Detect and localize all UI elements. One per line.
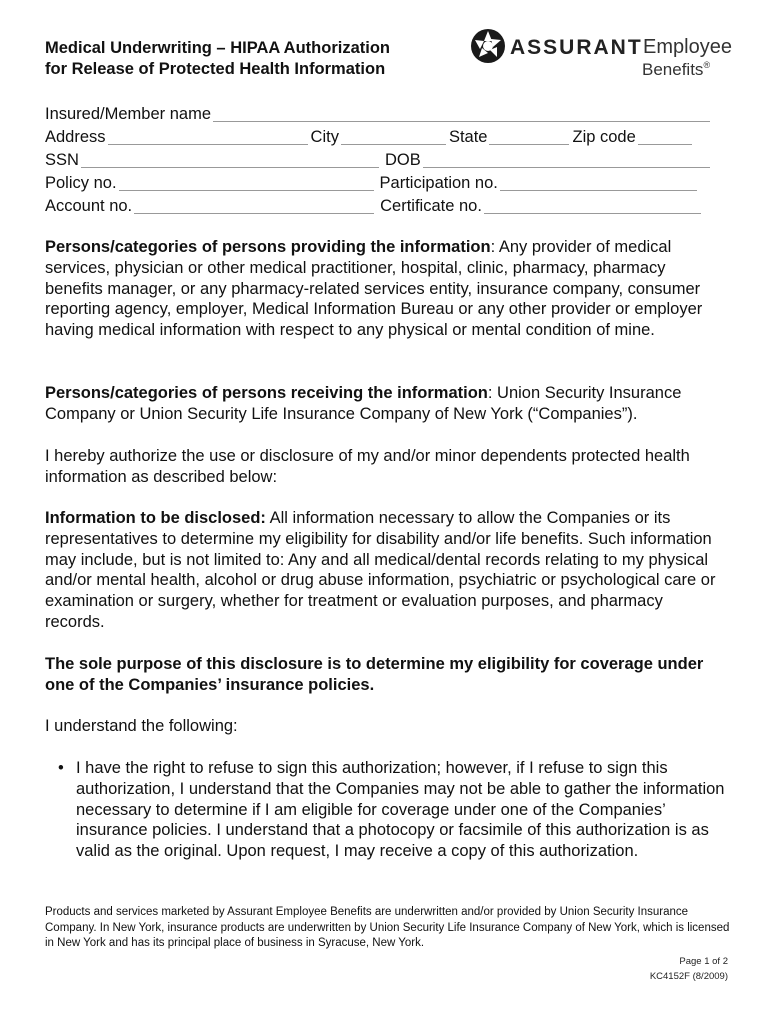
field-row-policy <box>45 170 725 193</box>
state-field[interactable] <box>489 131 569 145</box>
assurant-mark-icon <box>470 28 506 64</box>
dob-field[interactable] <box>423 154 710 168</box>
member-info-fields <box>45 101 725 216</box>
receiving-text: : Union Security Insurance Company or Union Security Life Insurance Company of New York (“Companies”). <box>45 384 682 423</box>
certificate-field[interactable] <box>484 200 701 214</box>
dob-label: DOB <box>384 151 421 169</box>
zip-label: Zip code <box>572 128 636 146</box>
footer-disclaimer: Products and services marketed by Assurant Employee Benefits are underwritten and/or provided by Union Security Insurance Company. In New York, insurance products are underwritten by Union Security Life Insurance Company of New York, which is licensed in New York and has its principal place of business in Syracuse, New York. <box>45 906 730 949</box>
logo-line-2 <box>642 60 710 80</box>
field-row-name <box>45 101 725 124</box>
bullet-text: I have the right to refuse to sign this authorization; however, if I refuse to sign this authorization, I understand that the Companies may not be able to gather the information necessary to determine if I am eligible for coverage under one of the Companies’ insurance policies. I understand that a photocopy or facsimile of this authorization is as valid as the original. Upon request, I may receive a copy of this authorization. <box>76 759 725 861</box>
ssn-field[interactable] <box>81 154 379 168</box>
purpose-statement: The sole purpose of this disclosure is to determine my eligibility for coverage under one of the Companies’ insurance policies. <box>45 655 704 694</box>
logo-brand: ASSURANT <box>510 36 643 59</box>
zip-field[interactable] <box>638 131 692 145</box>
list-item <box>58 758 728 862</box>
city-field[interactable] <box>341 131 446 145</box>
insured-name-label: Insured/Member name <box>45 105 211 123</box>
form-title <box>45 38 465 80</box>
participation-label: Participation no. <box>379 174 498 192</box>
insured-name-field[interactable] <box>213 108 710 122</box>
participation-field[interactable] <box>500 177 697 191</box>
authorization-statement: I hereby authorize the use or disclosure of my and/or minor dependents protected health information as described below: <box>45 447 690 486</box>
ssn-label: SSN <box>45 151 79 169</box>
logo-registered-mark: ® <box>703 60 711 70</box>
logo-line-1: Employee <box>643 36 732 58</box>
address-label: Address <box>45 128 106 146</box>
receiving-paragraph <box>45 383 725 425</box>
title-line-1: Medical Underwriting – HIPAA Authorization <box>45 39 390 57</box>
address-field[interactable] <box>108 131 308 145</box>
policy-field[interactable] <box>119 177 374 191</box>
page-number: Page 1 of 2 <box>679 956 728 967</box>
understand-heading: I understand the following: <box>45 717 238 735</box>
certificate-label: Certificate no. <box>380 197 482 215</box>
title-line-2: for Release of Protected Health Information <box>45 60 386 78</box>
state-label: State <box>448 128 488 146</box>
field-row-ssn <box>45 147 725 170</box>
account-label: Account no. <box>45 197 133 215</box>
providing-text: : Any provider of medical services, physician or other medical practitioner, hospital, clinic, pharmacy, pharmacy benefits manager, or any pharmacy-related services entity, insurance company, consumer reporting agency, employer, Medical Information Bureau or any other provider or employer having medical information with respect to any physical or mental condition of mine. <box>45 238 703 340</box>
disclosed-text: All information necessary to allow the Companies or its representatives to determine my eligibility for disability and/or life benefits. Such information may include, but is not limited to: Any and all medical/dental records relating to my physical and/or mental health, alcohol or drug abuse information, psychiatric or psychological care or examination or surgery, whether for treatment or evaluation purposes, and pharmacy records. <box>45 509 716 631</box>
policy-label: Policy no. <box>45 174 117 192</box>
receiving-heading: Persons/categories of persons receiving the information <box>45 384 488 402</box>
logo-benefits: Benefits <box>642 60 704 79</box>
disclosed-paragraph <box>45 508 725 633</box>
assurant-logo <box>470 28 730 83</box>
field-row-account <box>45 193 725 216</box>
city-label: City <box>310 128 339 146</box>
providing-paragraph <box>45 237 725 341</box>
providing-heading: Persons/categories of persons providing the information <box>45 238 491 256</box>
form-number: KC4152F (8/2009) <box>649 971 728 982</box>
field-row-address <box>45 124 725 147</box>
account-field[interactable] <box>134 200 374 214</box>
bullet-icon: • <box>58 759 64 777</box>
disclosed-heading: Information to be disclosed: <box>45 509 266 527</box>
